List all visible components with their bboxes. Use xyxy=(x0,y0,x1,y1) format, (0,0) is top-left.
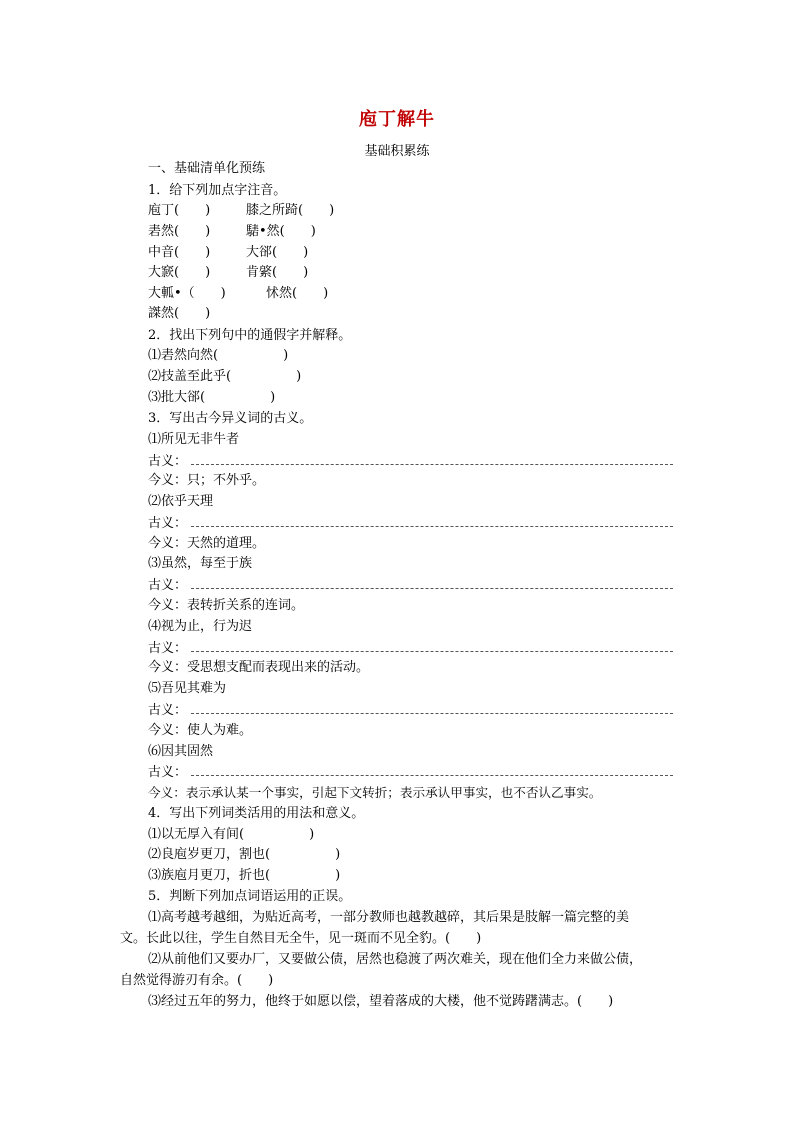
gu-label: 古义： xyxy=(148,454,188,469)
gu-line xyxy=(148,701,673,720)
judge-sentence: 文。长此以往，学生自然目无全牛，见一斑而不见全豹。( ) xyxy=(120,931,482,946)
judge-sentence: ⑴高考越考越细，为贴近高考，一部分教师也越教越碎，其后果是肢解一篇完整的美 xyxy=(148,910,630,925)
question-5-stem: 5．判断下列加点词语运用的正误。 xyxy=(148,889,352,904)
pinyin-item: 中音( ) xyxy=(148,245,211,260)
answer-blank[interactable] xyxy=(191,763,673,776)
phrase: ⑸吾见其难为 xyxy=(148,681,227,696)
phrase: ⑹因其固然 xyxy=(148,744,214,759)
phrase: ⑵依乎天理 xyxy=(148,494,214,509)
question-1-stem: 1．给下列加点字注音。 xyxy=(148,183,287,198)
jin-meaning: 今义：使人为难。 xyxy=(148,723,253,738)
phrase: ⑴所见无非牛者 xyxy=(148,432,240,447)
gu-label: 古义： xyxy=(148,703,188,718)
gu-label: 古义： xyxy=(148,765,188,780)
pinyin-item: 騞•然( ) xyxy=(246,224,316,239)
answer-blank[interactable] xyxy=(191,452,673,465)
jin-meaning: 今义：表示承认某一个事实，引起下文转折；表示承认甲事实，也不否认乙事实。 xyxy=(148,785,602,800)
question-3-stem: 3．写出古今异义词的古义。 xyxy=(148,411,313,426)
tongjia-item: ⑴砉然向然( ) xyxy=(148,348,289,363)
jin-meaning: 今义：只；不外乎。 xyxy=(148,473,266,488)
phrase: ⑶虽然，每至于族 xyxy=(148,556,253,571)
pinyin-item: 大郤( ) xyxy=(246,245,309,260)
answer-blank[interactable] xyxy=(191,576,673,589)
gu-label: 古义： xyxy=(148,578,188,593)
huoyong-item: ⑴以无厚入有间( ) xyxy=(148,827,315,842)
gu-line xyxy=(148,576,673,595)
jin-meaning: 今义：表转折关系的连词。 xyxy=(148,598,305,613)
gu-label: 古义： xyxy=(148,516,188,531)
tongjia-item: ⑶批大郤( ) xyxy=(148,390,276,405)
question-4-stem: 4．写出下列词类活用的用法和意义。 xyxy=(148,806,365,821)
pinyin-item: 膝之所踦( ) xyxy=(246,203,335,218)
jin-meaning: 今义：天然的道理。 xyxy=(148,536,266,551)
answer-blank[interactable] xyxy=(191,639,673,652)
page-title: 庖丁解牛 xyxy=(359,109,435,130)
pinyin-item: 怵然( ) xyxy=(266,286,329,301)
judge-sentence: 自然觉得游刃有余。( ) xyxy=(120,973,274,988)
question-2-stem: 2．找出下列句中的通假字并解释。 xyxy=(148,328,352,343)
pinyin-item: 大窾( ) xyxy=(148,265,211,280)
gu-line xyxy=(148,639,673,658)
gu-line xyxy=(148,452,673,471)
huoyong-item: ⑶族庖月更刀，折也( ) xyxy=(148,868,341,883)
judge-sentence: ⑵从前他们又要办厂，又要做公债，居然也稳渡了两次难关，现在他们全力来做公债， xyxy=(148,952,643,967)
pinyin-item: 肯綮( ) xyxy=(246,265,309,280)
huoyong-item: ⑵良庖岁更刀，割也( ) xyxy=(148,847,341,862)
pinyin-item: 庖丁( ) xyxy=(148,203,211,218)
phrase: ⑷视为止，行为迟 xyxy=(148,619,253,634)
tongjia-item: ⑵技盖至此乎( ) xyxy=(148,369,302,384)
gu-line xyxy=(148,514,673,533)
pinyin-item: 謋然( ) xyxy=(148,306,211,321)
pinyin-item: 大軱•（ ) xyxy=(148,286,226,301)
judge-sentence: ⑶经过五年的努力，他终于如愿以偿，望着落成的大楼，他不觉踌躇满志。( ) xyxy=(148,994,614,1009)
answer-blank[interactable] xyxy=(191,701,673,714)
answer-blank[interactable] xyxy=(191,514,673,527)
page-subtitle: 基础积累练 xyxy=(364,144,430,159)
pinyin-item: 砉然( ) xyxy=(148,224,211,239)
gu-label: 古义： xyxy=(148,641,188,656)
jin-meaning: 今义：受思想支配而表现出来的活动。 xyxy=(148,660,370,675)
section-heading: 一、基础清单化预练 xyxy=(148,161,266,176)
gu-line xyxy=(148,763,673,782)
